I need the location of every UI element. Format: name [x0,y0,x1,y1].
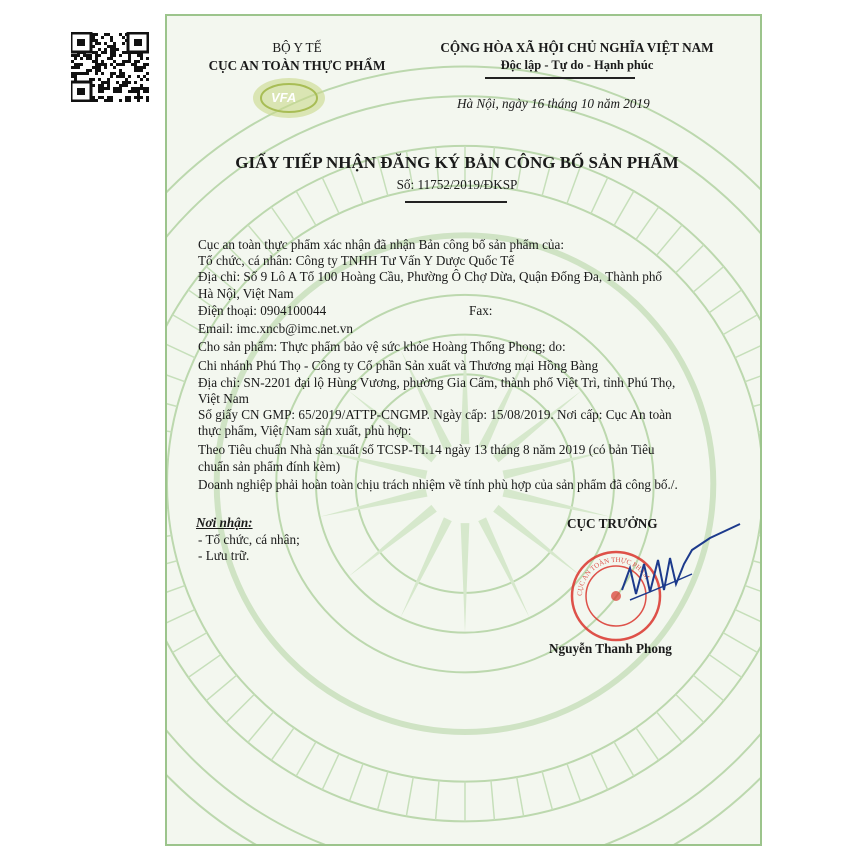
seal-text: CỤC AN TOÀN THỰC PHẨM [575,555,652,597]
standard-line2: chuẩn sản phẩm đính kèm) [198,459,341,474]
standard-line1: Theo Tiêu chuẩn Nhà sản xuất số TCSP-TI.14 ngày 13 tháng 8 năm 2019 (có bản Tiêu [198,442,655,457]
qr-code-icon [71,32,149,102]
signer-name: Nguyễn Thanh Phong [549,641,672,656]
national-motto: Độc lập - Tự do - Hạnh phúc [500,58,654,72]
republic-name: CỘNG HÒA XÃ HỘI CHỦ NGHĨA VIỆT NAM [440,40,714,55]
ministry-name: BỘ Y TẾ [272,40,322,55]
product: Cho sản phẩm: Thực phẩm bảo vệ sức khỏe Hoàng Thống Phong; do: [198,339,566,354]
intro-line: Cục an toàn thực phẩm xác nhận đã nhận Bản công bố sản phẩm của: [198,237,565,252]
organization: Tổ chức, cá nhân: Công ty TNHH Tư Vấn Y Dược Quốc Tế [198,253,515,268]
phone: Điện thoại: 0904100044 [198,303,327,318]
responsibility: Doanh nghiệp phải hoàn toàn chịu trách nhiệm về tính phù hợp của sản phẩm đã công bố./. [198,477,678,492]
email: Email: imc.xncb@imc.net.vn [198,321,353,336]
document-title: GIẤY TIẾP NHẬN ĐĂNG KÝ BẢN CÔNG BỐ SẢN PHẨM [235,153,679,172]
vfa-logo-text: VFA [271,90,297,105]
organization-address-line2: Hà Nội, Việt Nam [198,286,294,301]
manufacturer-address-line1: Địa chỉ: SN-2201 đại lộ Hùng Vương, phường Gia Cẩm, thành phố Việt Trì, tỉnh Phú Thọ, [198,375,676,390]
gmp-line2: thực phẩm, Việt Nam sản xuất, phù hợp: [198,423,412,438]
certificate [165,14,762,846]
fax: Fax: [469,303,493,318]
organization-address-line1: Địa chỉ: Số 9 Lô A Tổ 100 Hoàng Cầu, Phường Ô Chợ Dừa, Quận Đống Đa, Thành phố [198,269,663,284]
recipient-item: - Tổ chức, cá nhân; [198,532,300,547]
recipient-item: - Lưu trữ. [198,548,250,563]
place-date: Hà Nội, ngày 16 tháng 10 năm 2019 [457,96,650,111]
manufacturer: Chi nhánh Phú Thọ - Công ty Cổ phần Sản xuất và Thương mại Hồng Bàng [198,358,599,373]
signer-role: CỤC TRƯỞNG [567,516,658,531]
gmp-line1: Số giấy CN GMP: 65/2019/ATTP-CNGMP. Ngày cấp: 15/08/2019. Nơi cấp: Cục An toàn [198,407,672,422]
title-underline [405,201,507,203]
agency-name: CỤC AN TOÀN THỰC PHẨM [208,58,386,73]
motto-underline [485,77,635,79]
recipients-title: Nơi nhận: [196,515,253,530]
document-number: Số: 11752/2019/ĐKSP [396,177,518,192]
manufacturer-address-line2: Việt Nam [198,391,249,406]
handwritten-signature [600,520,750,630]
